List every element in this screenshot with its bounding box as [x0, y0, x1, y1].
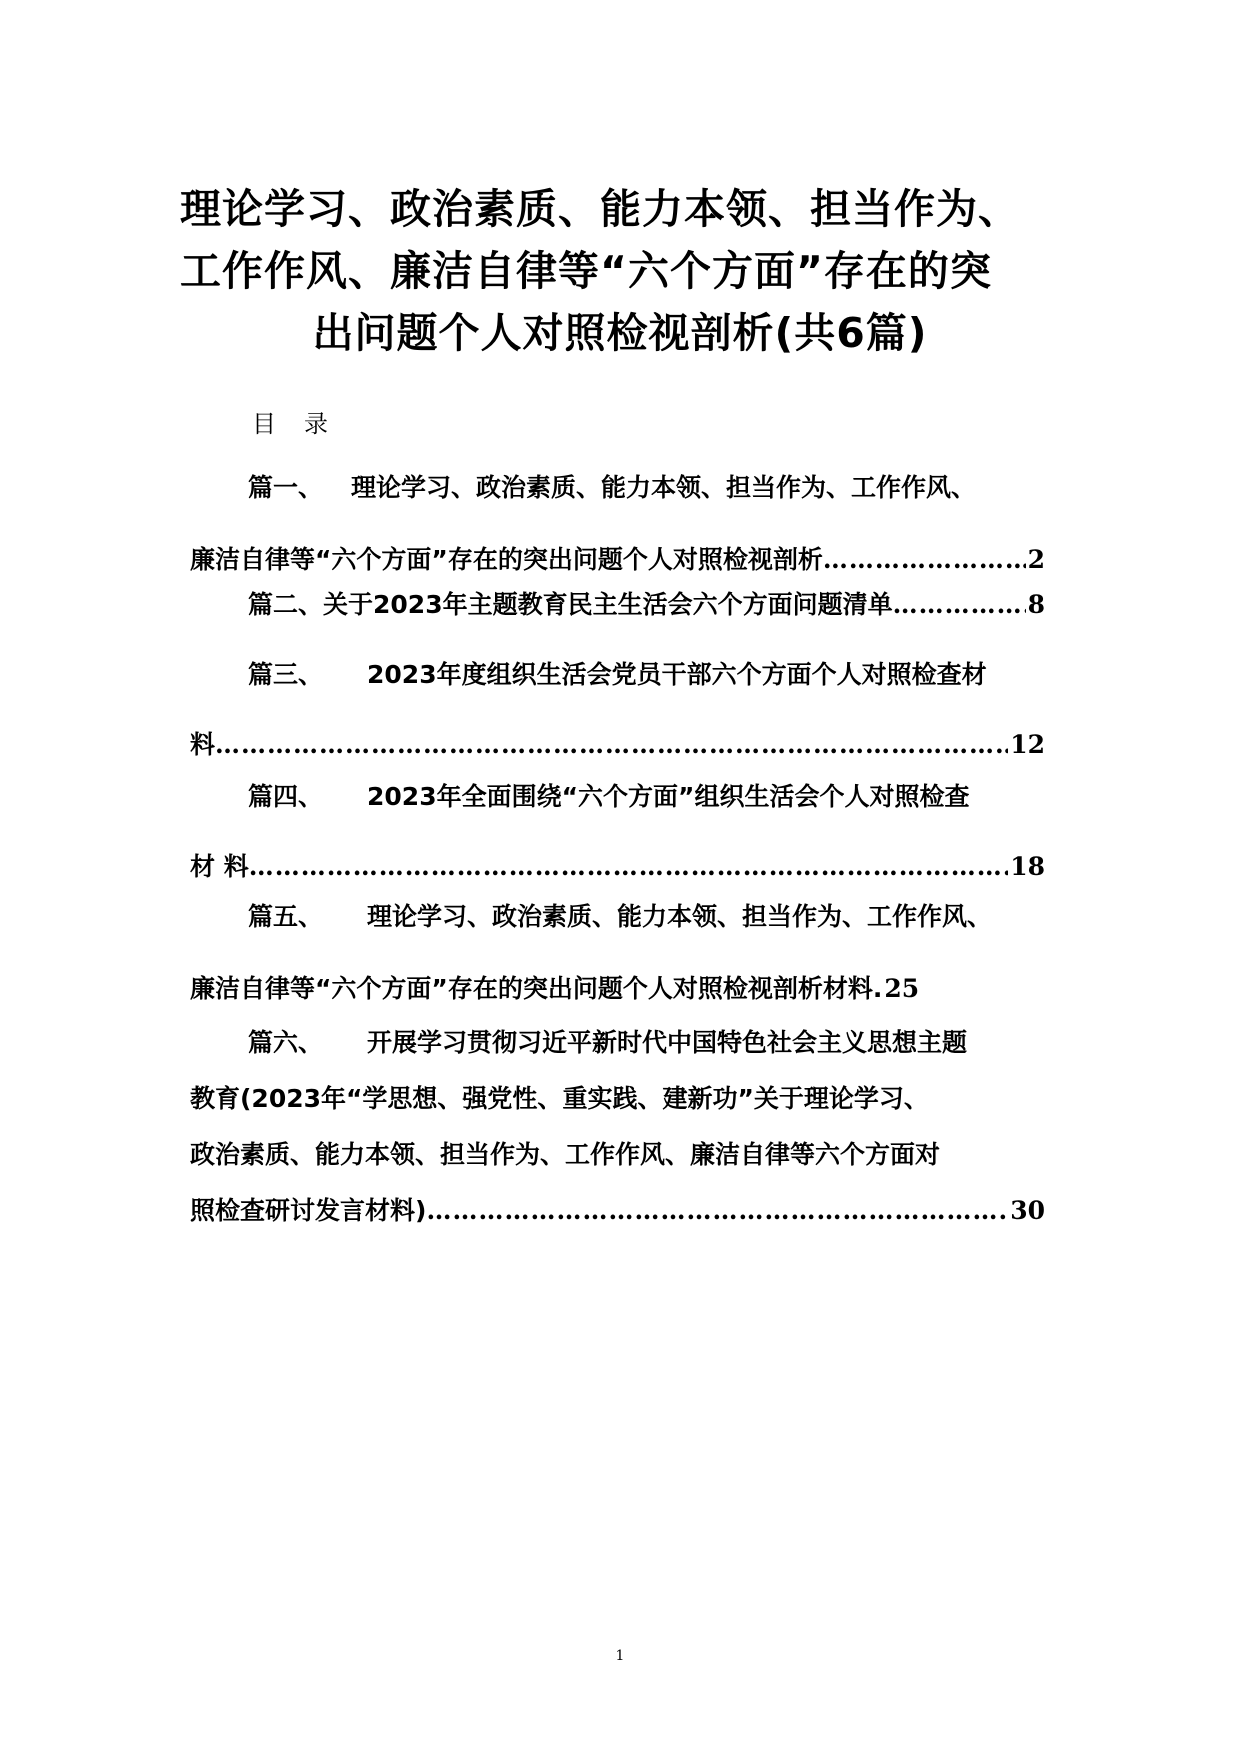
toc-entry-1-page: 2 — [1027, 545, 1045, 574]
toc-entry-4-line-2: 材 料 — [190, 852, 249, 881]
toc-entry-5-page: 25 — [884, 974, 920, 1003]
toc-entry-1[interactable] — [190, 468, 1045, 574]
toc-entry-6-prefix: 篇六、 — [248, 1028, 324, 1057]
toc-entry-6-leader — [426, 1196, 1008, 1225]
toc-entry-1-line-2: 廉洁自律等“六个方面”存在的突出问题个人对照检视剖析 — [190, 545, 823, 574]
toc-entry-4[interactable] — [190, 777, 1045, 881]
toc-entry-4-prefix: 篇四、 — [248, 782, 324, 811]
toc-entry-4-page: 18 — [1010, 852, 1045, 881]
toc-entry-3-line-2: 料 — [190, 730, 216, 759]
toc-entry-5-line-1: 理论学习、政治素质、能力本领、担当作为、工作作风、 — [367, 902, 993, 931]
toc-entry-3-prefix: 篇三、 — [248, 660, 324, 689]
toc-entry-4-line-1: 2023年全面围绕“六个方面”组织生活会个人对照检查 — [367, 782, 970, 811]
toc-entry-2-page: 8 — [1027, 590, 1045, 619]
toc-entry-3-line-1: 2023年度组织生活会党员干部六个方面个人对照检查材 — [367, 660, 987, 689]
toc-entry-1-leader — [823, 545, 1026, 574]
toc-entry-6-line-4: 照检查研讨发言材料) — [190, 1196, 427, 1225]
toc-entry-5-prefix: 篇五、 — [248, 902, 324, 931]
title-line-1: 理论学习、政治素质、能力本领、担当作为、 — [180, 185, 1020, 233]
toc-entry-5-line-2: 廉洁自律等“六个方面”存在的突出问题个人对照检视剖析材料. — [190, 974, 883, 1003]
toc-entry-5[interactable] — [190, 897, 1045, 1003]
toc-entry-6[interactable] — [190, 1023, 1045, 1225]
toc-entry-6-page: 30 — [1010, 1196, 1045, 1225]
toc-entry-1-line-1: 理论学习、政治素质、能力本领、担当作为、工作作风、 — [351, 473, 977, 502]
toc-entry-6-line-1: 开展学习贯彻习近平新时代中国特色社会主义思想主题 — [367, 1028, 968, 1057]
toc-entry-2[interactable] — [190, 585, 1045, 619]
toc-entry-1-prefix: 篇一、 — [248, 473, 324, 502]
toc-entry-4-leader — [249, 852, 1008, 881]
page-number: 1 — [615, 1648, 625, 1664]
toc-entry-2-leader — [893, 590, 1026, 619]
toc-heading: 目录 — [252, 410, 356, 438]
toc-entry-2-line-1: 关于2023年主题教育民主生活会六个方面问题清单 — [323, 590, 893, 619]
toc-entry-3-page: 12 — [1010, 730, 1045, 759]
toc-entry-6-line-3: 政治素质、能力本领、担当作为、工作作风、廉洁自律等六个方面对 — [190, 1140, 941, 1169]
toc-entry-6-line-2: 教育(2023年“学思想、强党性、重实践、建新功”关于理论学习、 — [190, 1084, 929, 1113]
toc-entry-2-prefix: 篇二、 — [248, 590, 324, 619]
title-line-3: 出问题个人对照检视剖析(共6篇) — [312, 309, 928, 357]
document-title — [180, 178, 1060, 364]
title-line-2: 工作作风、廉洁自律等“六个方面”存在的突 — [180, 247, 992, 295]
toc-entry-3-leader — [215, 730, 1008, 759]
toc-entry-3[interactable] — [190, 655, 1045, 759]
